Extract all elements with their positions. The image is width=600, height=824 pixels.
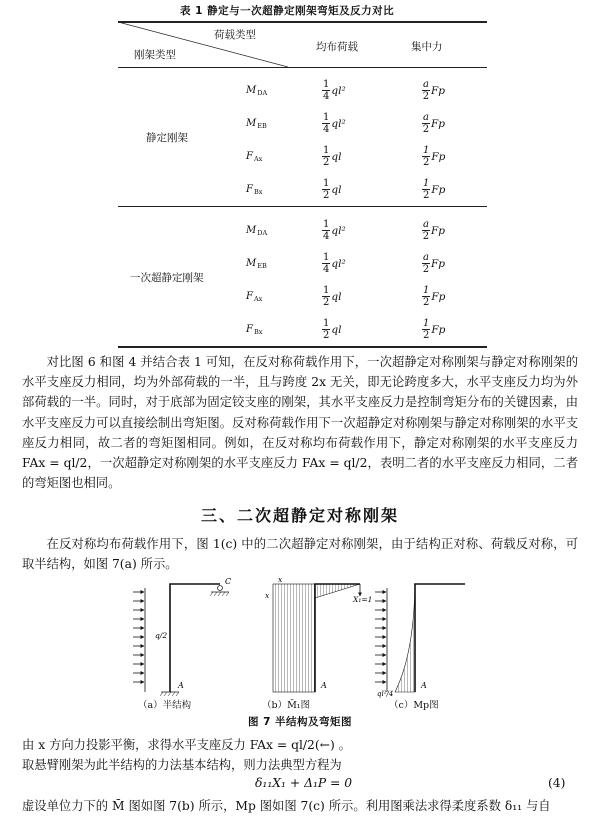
text-basic-structure: 取悬臂刚架为此半结构的力法基本结构，则力法典型方程为	[22, 758, 342, 772]
figure-caption: 图 7 半结构及弯矩图	[247, 716, 353, 728]
header-uniform-load: 均布荷载	[316, 41, 358, 53]
row-symbol: $F_{Ax}$	[246, 151, 263, 163]
row-symbol: $M_{EB}$	[246, 118, 267, 130]
section-title: 三、二次超静定对称刚架	[200, 506, 399, 525]
row-symbol: $F_{Bx}$	[246, 324, 263, 336]
label-x-left: x	[265, 591, 270, 600]
frame-c	[415, 584, 465, 692]
text-unit-load-diagram: 虚设单位力下的 M̄ 图如图 7(b) 所示，Mp 图如图 7(c) 所示。利用图乘法求得柔度系数 δ₁₁ 与自	[22, 799, 551, 813]
row-symbol: $F_{Bx}$	[246, 184, 263, 196]
row-symbol: $M_{EB}$	[246, 258, 267, 270]
label-a-frame-c: A	[421, 681, 427, 690]
uniform-load-value: $\frac{1}{2}$ ql	[323, 178, 342, 201]
uniform-load-value: $\frac{1}{2}$ ql	[323, 145, 342, 168]
figure-7	[125, 574, 475, 714]
concentrated-load-value: $\frac{1}{2}$ Fp	[423, 145, 446, 168]
concentrated-load-value: $\frac{a}{2}$ Fp	[422, 112, 445, 135]
row-symbol: $M_{DA}$	[246, 85, 268, 97]
figure-b-unit-moment	[265, 575, 372, 692]
uniform-load-value: $\frac{1}{2}$ ql	[323, 285, 342, 308]
concentrated-load-value: $\frac{a}{2}$ Fp	[422, 219, 445, 242]
header-frame-type: 刚架类型	[134, 49, 176, 61]
concentrated-load-value: $\frac{1}{2}$ Fp	[423, 285, 446, 308]
concentrated-load-value: $\frac{1}{2}$ Fp	[423, 318, 446, 341]
label-x1-unit: X₁=1	[353, 595, 373, 604]
text-reaction-force: 由 x 方向力投影平衡，求得水平支座反力 FAx = ql/2(←) 。	[22, 738, 351, 752]
distributed-load-arrows	[133, 588, 145, 692]
row-symbol: $F_{Ax}$	[246, 291, 263, 303]
header-load-type: 荷载类型	[214, 29, 256, 41]
label-x-top: x	[278, 575, 283, 584]
equation-number: (4)	[548, 776, 566, 790]
table-caption: 表 1 静定与一次超静定刚架弯矩及反力对比	[180, 5, 395, 17]
subcaption-b: （b）M̄₁图	[262, 700, 311, 711]
table-group-rule	[118, 206, 487, 207]
hinge-c	[218, 586, 223, 591]
figure-a-half-structure	[133, 577, 231, 696]
label-a-frame-a: A	[178, 681, 184, 690]
figure-c-load-moment	[375, 584, 465, 698]
concentrated-load-value: $\frac{a}{2}$ Fp	[422, 252, 445, 275]
uniform-load-value: $\frac{1}{4}$ ql²	[323, 252, 346, 275]
subcaption-c: （c）Mp图	[389, 700, 439, 711]
concentrated-load-value: $\frac{1}{2}$ Fp	[423, 178, 446, 201]
label-ql2-over-4: ql²/4	[377, 690, 394, 698]
paragraph-comparison: 对比图 6 和图 4 并结合表 1 可知，在反对称荷载作用下，一次超静定对称刚架与静定对称刚架的水平支座反力相同，均为外部荷载的一半，且与跨度 2x 无关，即无论跨度多大，水平支座反力均为外部荷载的一半。同时，对于底部为固定铰支座的刚架，其水平支座反力是控制弯矩分布的关键因素，由水平支座反力可以直接绘制出弯矩图。反对称荷载作用下一次超静定对称刚架与静定对称刚架的水平支座反力相同，故二者的弯矩图相同。例如，在反对称均布荷载作用下，静定对称刚架的水平支座反力 FAx = ql/2，一次超静定对称刚架的水平支座反力 FAx = ql/2，表明二者的水平支座反力相同，二者的弯矩图也相同。	[22, 355, 578, 491]
group-label-indeterminate: 一次超静定刚架	[130, 272, 204, 284]
uniform-load-value: $\frac{1}{4}$ ql²	[323, 79, 346, 102]
row-symbol: $M_{DA}$	[246, 225, 268, 237]
uniform-load-value: $\frac{1}{4}$ ql²	[323, 219, 346, 242]
group-label-static: 静定刚架	[146, 132, 188, 144]
label-a-frame-b: A	[321, 681, 327, 690]
paragraph-half-structure: 在反对称均布荷载作用下，图 1(c) 中的二次超静定对称刚架，由于结构正对称、荷载反对称，可取半结构，如图 7(a) 所示。	[22, 537, 578, 572]
header-concentrated-load: 集中力	[411, 41, 443, 53]
table-bottom-rule	[118, 346, 487, 348]
label-q-half: q/2	[155, 631, 168, 640]
uniform-load-value: $\frac{1}{2}$ ql	[323, 318, 342, 341]
concentrated-load-value: $\frac{a}{2}$ Fp	[422, 79, 445, 102]
uniform-load-value: $\frac{1}{4}$ ql²	[323, 112, 346, 135]
subcaption-a: （a）半结构	[138, 700, 192, 711]
frame-a	[170, 584, 220, 692]
label-c: C	[225, 577, 232, 586]
equation-4: δ₁₁X₁ + Δ₁P = 0	[255, 776, 353, 790]
